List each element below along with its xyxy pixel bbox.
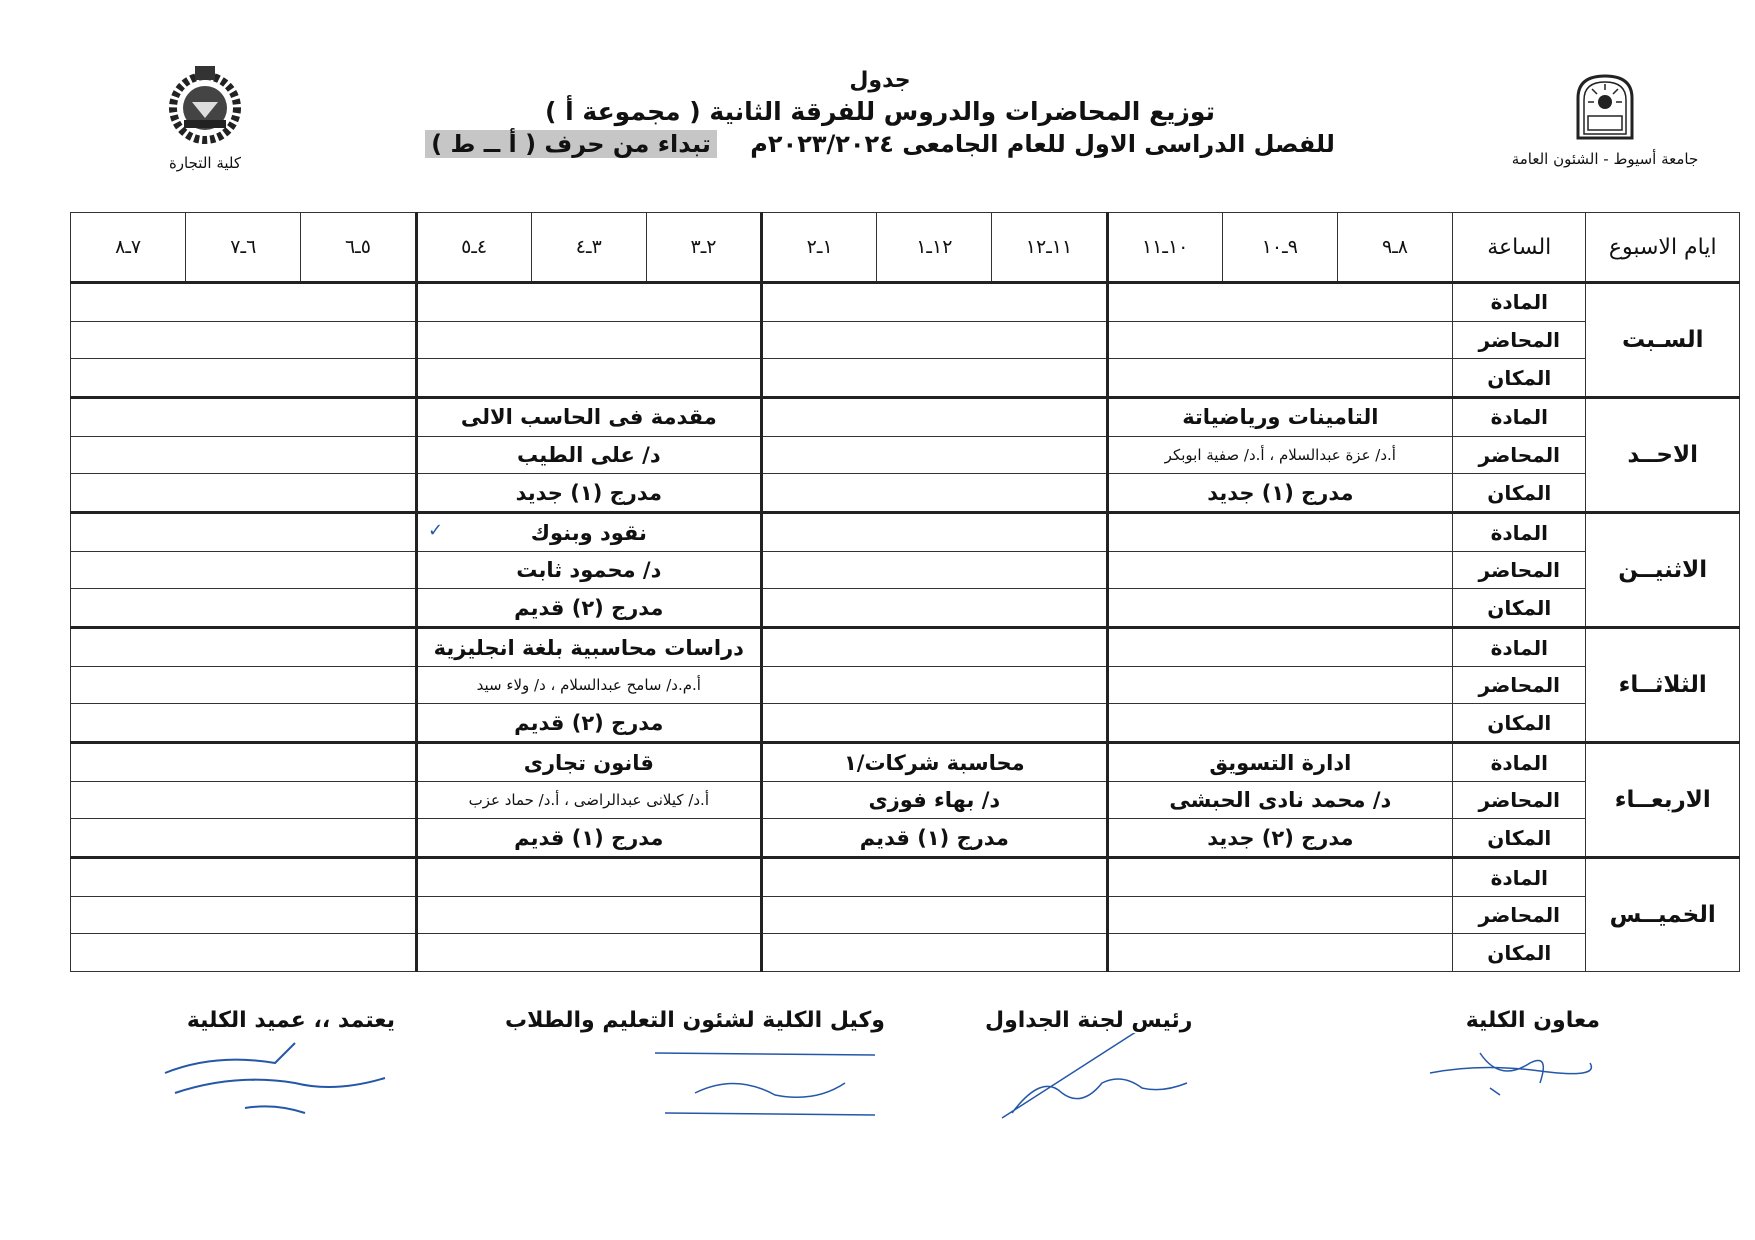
table-row: [71, 819, 1740, 858]
schedule-cell-place: [762, 934, 1108, 972]
schedule-cell-place: مدرج (١) جديد: [1107, 474, 1453, 513]
signature-title: رئيس لجنة الجداول: [985, 1008, 1193, 1033]
table-row: [71, 782, 1740, 819]
row-label-lecturer: المحاضر: [1453, 321, 1586, 358]
row-label-subject: المادة: [1453, 513, 1586, 552]
table-row: [71, 858, 1740, 897]
table-row: [71, 436, 1740, 473]
schedule-cell-subject: مقدمة فى الحاسب الالى: [416, 398, 762, 437]
schedule-cell-subject: [1107, 513, 1453, 552]
slot-header: ٦ـ٧: [186, 213, 301, 283]
schedule-cell-lecturer: [416, 321, 762, 358]
row-label-subject: المادة: [1453, 628, 1586, 667]
schedule-cell-lecturer: د/ بهاء فوزى: [762, 782, 1108, 819]
faculty-header: [130, 62, 280, 172]
title-line-3: [380, 130, 1380, 158]
schedule-cell-subject: [762, 513, 1108, 552]
schedule-cell-place: مدرج (٢) جديد: [1107, 819, 1453, 858]
table-row: [71, 321, 1740, 358]
schedule-cell-lecturer: [71, 551, 417, 588]
schedule-cell-lecturer: [71, 436, 417, 473]
row-label-lecturer: المحاضر: [1453, 551, 1586, 588]
slot-header: ٢ـ٣: [646, 213, 761, 283]
row-label-place: المكان: [1453, 704, 1586, 743]
table-row: [71, 551, 1740, 588]
signature-title: وكيل الكلية لشئون التعليم والطلاب: [505, 1008, 885, 1033]
day-name: الاحــد: [1586, 398, 1740, 513]
signature-title: يعتمد ،، عميد الكلية: [186, 1008, 395, 1033]
university-logo-icon: [1570, 72, 1640, 140]
schedule-cell-lecturer: أ.د/ عزة عبدالسلام ، أ.د/ صفية ابوبكر: [1107, 436, 1453, 473]
table-row: [71, 283, 1740, 322]
schedule-cell-subject: [1107, 283, 1453, 322]
schedule-cell-lecturer: [71, 897, 417, 934]
schedule-cell-place: مدرج (١) قديم: [762, 819, 1108, 858]
title-line-1: جدول: [849, 68, 911, 93]
schedule-cell-lecturer: [762, 551, 1108, 588]
handwritten-signature-icon: [1420, 1033, 1600, 1103]
schedule-cell-subject: [71, 398, 417, 437]
schedule-cell-subject: [762, 858, 1108, 897]
schedule-cell-lecturer: [1107, 897, 1453, 934]
schedule-cell-place: [416, 934, 762, 972]
row-label-lecturer: المحاضر: [1453, 436, 1586, 473]
row-label-place: المكان: [1453, 934, 1586, 972]
row-label-lecturer: المحاضر: [1453, 666, 1586, 703]
schedule-cell-subject: [416, 858, 762, 897]
schedule-cell-subject: محاسبة شركات/١: [762, 743, 1108, 782]
schedule-cell-subject: [762, 628, 1108, 667]
handwritten-signature-icon: [575, 1033, 885, 1123]
slot-header: ١٢ـ١: [877, 213, 992, 283]
faculty-logo-icon: [162, 62, 248, 146]
schedule-cell-lecturer: د/ محمود ثابت: [416, 551, 762, 588]
document-title: [380, 68, 1380, 158]
semester-text: للفصل الدراسى الاول للعام الجامعى ٢٠٢٣/٢٠٢٤م: [750, 130, 1335, 158]
hour-header: الساعة: [1453, 213, 1586, 283]
day-name: الثلاثــاء: [1586, 628, 1740, 743]
table-row: [71, 513, 1740, 552]
table-header-row: [71, 213, 1740, 283]
schedule-cell-place: مدرج (٢) قديم: [416, 704, 762, 743]
signature-assistant: [1420, 1008, 1600, 1103]
schedule-cell-subject: ادارة التسويق: [1107, 743, 1453, 782]
schedule-cell-place: [71, 819, 417, 858]
handwritten-signature-icon: [155, 1033, 395, 1123]
schedule-cell-subject: [71, 743, 417, 782]
schedule-cell-place: [71, 359, 417, 398]
schedule-cell-lecturer: د/ على الطيب: [416, 436, 762, 473]
row-label-place: المكان: [1453, 589, 1586, 628]
row-label-lecturer: المحاضر: [1453, 897, 1586, 934]
schedule-cell-subject: [71, 513, 417, 552]
signature-title: معاون الكلية: [1465, 1008, 1600, 1033]
slot-header: ٥ـ٦: [301, 213, 416, 283]
signature-dean: [155, 1008, 395, 1123]
schedule-cell-lecturer: [762, 321, 1108, 358]
row-label-subject: المادة: [1453, 743, 1586, 782]
title-line-2: توزيع المحاضرات والدروس للفرقة الثانية ( مجموعة أ ): [545, 97, 1215, 126]
table-row: [71, 704, 1740, 743]
check-mark: ✓: [428, 520, 444, 541]
row-label-place: المكان: [1453, 819, 1586, 858]
schedule-cell-subject: [71, 283, 417, 322]
schedule-cell-place: مدرج (١) جديد: [416, 474, 762, 513]
schedule-cell-subject: دراسات محاسبية بلغة انجليزية: [416, 628, 762, 667]
schedule-cell-place: [1107, 359, 1453, 398]
schedule-cell-place: [71, 934, 417, 972]
schedule-cell-lecturer: [71, 321, 417, 358]
table-row: [71, 589, 1740, 628]
schedule-cell-place: [71, 474, 417, 513]
schedule-cell-place: [1107, 589, 1453, 628]
schedule-cell-place: [71, 704, 417, 743]
slot-header: ٤ـ٥: [416, 213, 531, 283]
schedule-cell-lecturer: [71, 666, 417, 703]
schedule-cell-place: [71, 589, 417, 628]
schedule-cell-lecturer: [71, 782, 417, 819]
table-row: [71, 934, 1740, 972]
table-row: [71, 743, 1740, 782]
schedule-cell-place: [1107, 934, 1453, 972]
slot-header: ٨ـ٩: [1337, 213, 1452, 283]
slot-header: ٧ـ٨: [71, 213, 186, 283]
row-label-subject: المادة: [1453, 858, 1586, 897]
schedule-cell-lecturer: [762, 436, 1108, 473]
slot-header: ١١ـ١٢: [992, 213, 1107, 283]
table-row: [71, 359, 1740, 398]
table-row: [71, 666, 1740, 703]
schedule-cell-place: [416, 359, 762, 398]
row-label-place: المكان: [1453, 359, 1586, 398]
university-header: [1485, 72, 1725, 168]
schedule-cell-subject: [71, 858, 417, 897]
letter-range-highlight: تبداء من حرف ( أ ــ ط ): [425, 130, 717, 158]
day-name: السـبت: [1586, 283, 1740, 398]
schedule-cell-lecturer: [1107, 551, 1453, 588]
slot-header: ١٠ـ١١: [1107, 213, 1222, 283]
table-row: [71, 474, 1740, 513]
day-name: الخميــس: [1586, 858, 1740, 972]
signature-vice-dean: [505, 1008, 885, 1123]
schedule-cell-place: [762, 589, 1108, 628]
schedule-cell-place: [762, 704, 1108, 743]
university-label: جامعة أسيوط - الشئون العامة: [1511, 150, 1699, 168]
slot-header: ٣ـ٤: [531, 213, 646, 283]
schedule-cell-subject: [1107, 628, 1453, 667]
schedule-cell-lecturer: د/ محمد نادى الحبشى: [1107, 782, 1453, 819]
schedule-cell-subject: نقود وبنوك: [416, 513, 762, 552]
schedule-cell-subject: التامينات ورياضياتة: [1107, 398, 1453, 437]
day-name: الاربعــاء: [1586, 743, 1740, 858]
table-row: [71, 398, 1740, 437]
day-name: الاثنيــن: [1586, 513, 1740, 628]
handwritten-signature-icon: [992, 1033, 1192, 1123]
schedule-table: [70, 212, 1740, 972]
schedule-cell-place: [762, 359, 1108, 398]
schedule-cell-lecturer: [762, 897, 1108, 934]
schedule-cell-lecturer: [1107, 321, 1453, 358]
schedule-cell-lecturer: أ.م.د/ سامح عبدالسلام ، د/ ولاء سيد: [416, 666, 762, 703]
schedule-cell-place: مدرج (٢) قديم: [416, 589, 762, 628]
schedule-cell-place: [762, 474, 1108, 513]
slot-header: ٩ـ١٠: [1222, 213, 1337, 283]
days-header: ايام الاسبوع: [1586, 213, 1740, 283]
faculty-label: كلية التجارة: [168, 154, 242, 172]
schedule-cell-subject: قانون تجارى: [416, 743, 762, 782]
slot-header: ١ـ٢: [762, 213, 877, 283]
row-label-place: المكان: [1453, 474, 1586, 513]
signature-committee-head: [985, 1008, 1192, 1123]
schedule-cell-place: [1107, 704, 1453, 743]
schedule-cell-place: مدرج (١) قديم: [416, 819, 762, 858]
schedule-cell-lecturer: أ.د/ كيلانى عبدالراضى ، أ.د/ حماد عزب: [416, 782, 762, 819]
table-row: [71, 897, 1740, 934]
row-label-subject: المادة: [1453, 283, 1586, 322]
table-row: [71, 628, 1740, 667]
schedule-cell-subject: [762, 398, 1108, 437]
schedule-cell-lecturer: [762, 666, 1108, 703]
schedule-cell-subject: [71, 628, 417, 667]
row-label-subject: المادة: [1453, 398, 1586, 437]
row-label-lecturer: المحاضر: [1453, 782, 1586, 819]
schedule-cell-subject: [416, 283, 762, 322]
schedule-cell-lecturer: [1107, 666, 1453, 703]
schedule-cell-subject: [762, 283, 1108, 322]
schedule-cell-subject: [1107, 858, 1453, 897]
schedule-cell-lecturer: [416, 897, 762, 934]
